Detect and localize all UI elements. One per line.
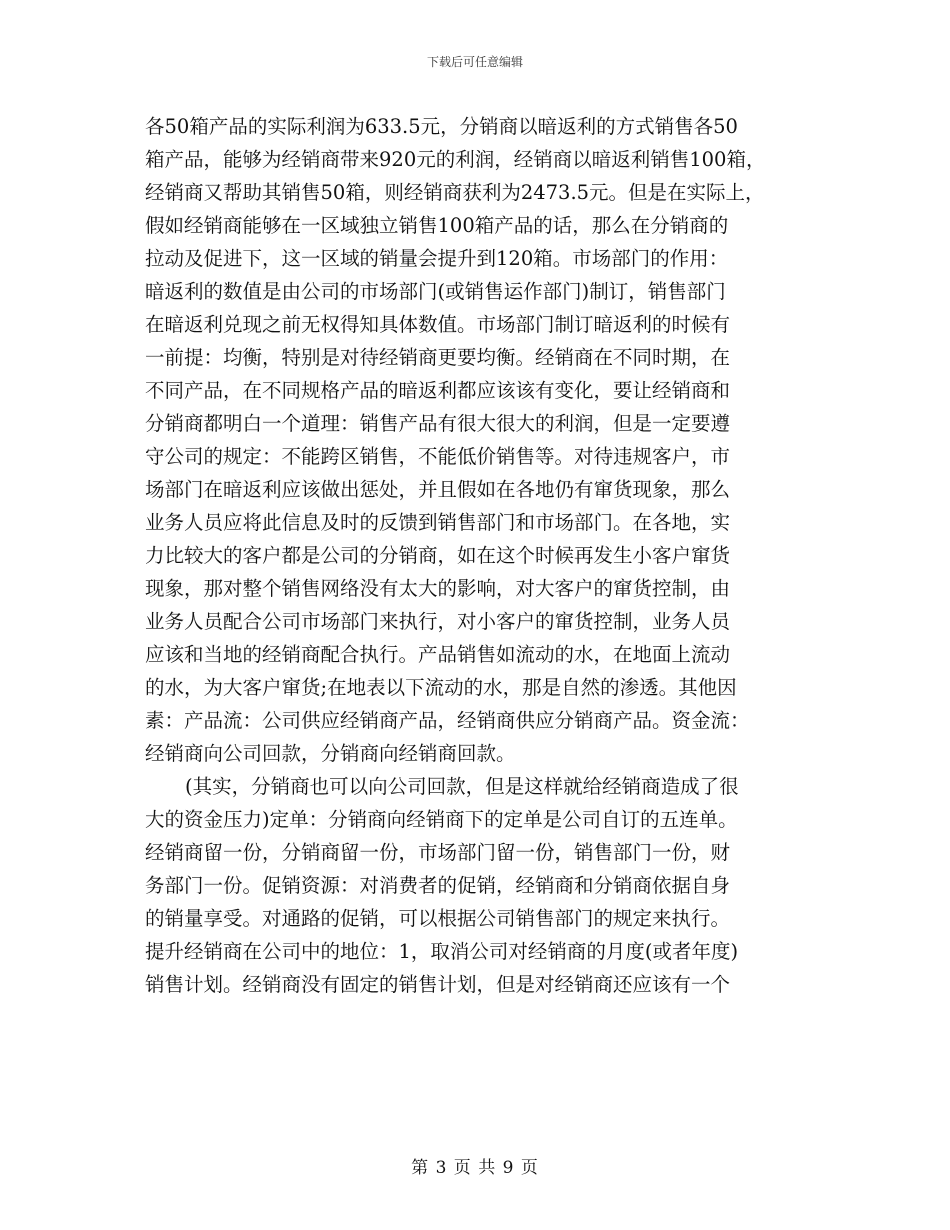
body-line: 应该和当地的经销商配合执行。产品销售如流动的水，在地面上流动	[145, 643, 731, 666]
body-line: 一前提：均衡，特别是对待经销商更要均衡。经销商在不同时期，在	[145, 346, 731, 369]
body-line: 大的资金压力)定单：分销商向经销商下的定单是公司自订的五连单。	[145, 808, 738, 831]
body-line: 现象，那对整个销售网络没有太大的影响，对大客户的窜货控制，由	[145, 577, 731, 600]
body-line: 分销商都明白一个道理：销售产品有很大很大的利润，但是一定要遵	[145, 412, 731, 435]
body-line: 各50箱产品的实际利润为633.5元，分销商以暗返利的方式销售各50	[145, 115, 738, 138]
body-line: 业务人员配合公司市场部门来执行，对小客户的窜货控制，业务人员	[145, 610, 731, 633]
body-line: 场部门在暗返利应该做出惩处，并且假如在各地仍有窜货现象，那么	[145, 478, 731, 501]
body-line: 假如经销商能够在一区域独立销售100箱产品的话，那么在分销商的	[145, 214, 729, 237]
body-line: 的销量享受。对通路的促销，可以根据公司销售部门的规定来执行。	[145, 907, 731, 930]
body-line: 不同产品，在不同规格产品的暗返利都应该该有变化，要让经销商和	[145, 379, 731, 402]
body-line-indented: (其实，分销商也可以向公司回款，但是这样就给经销商造成了很	[185, 775, 739, 798]
body-line: 经销商又帮助其销售50箱，则经销商获利为2473.5元。但是在实际上，	[145, 181, 765, 204]
body-line: 提升经销商在公司中的地位：1，取消公司对经销商的月度(或者年度)	[145, 940, 739, 963]
body-line: 的水，为大客户窜货;在地表以下流动的水，那是自然的渗透。其他因	[145, 676, 737, 699]
body-line: 经销商向公司回款，分销商向经销商回款。	[145, 742, 516, 765]
body-line: 力比较大的客户都是公司的分销商，如在这个时候再发生小客户窜货	[145, 544, 731, 567]
body-line: 销售计划。经销商没有固定的销售计划，但是对经销商还应该有一个	[145, 973, 731, 996]
body-line: 守公司的规定：不能跨区销售，不能低价销售等。对待违规客户，市	[145, 445, 731, 468]
body-line: 箱产品，能够为经销商带来920元的利润，经销商以暗返利销售100箱，	[145, 148, 766, 171]
page-header-note: 下载后可任意编辑	[426, 55, 523, 69]
body-line: 暗返利的数值是由公司的市场部门(或销售运作部门)制订，销售部门	[145, 280, 726, 303]
body-line: 在暗返利兑现之前无权得知具体数值。市场部门制订暗返利的时候有	[145, 313, 731, 336]
body-line: 拉动及促进下，这一区域的销量会提升到120箱。市场部门的作用：	[145, 247, 729, 270]
body-line: 经销商留一份，分销商留一份，市场部门留一份，销售部门一份，财	[145, 841, 731, 864]
body-line: 务部门一份。促销资源：对消费者的促销，经销商和分销商依据自身	[145, 874, 731, 897]
body-line: 业务人员应将此信息及时的反馈到销售部门和市场部门。在各地，实	[145, 511, 731, 534]
body-line: 素：产品流：公司供应经销商产品，经销商供应分销商产品。资金流：	[145, 709, 750, 732]
page-number: 第 3 页 共 9 页	[411, 1158, 539, 1178]
